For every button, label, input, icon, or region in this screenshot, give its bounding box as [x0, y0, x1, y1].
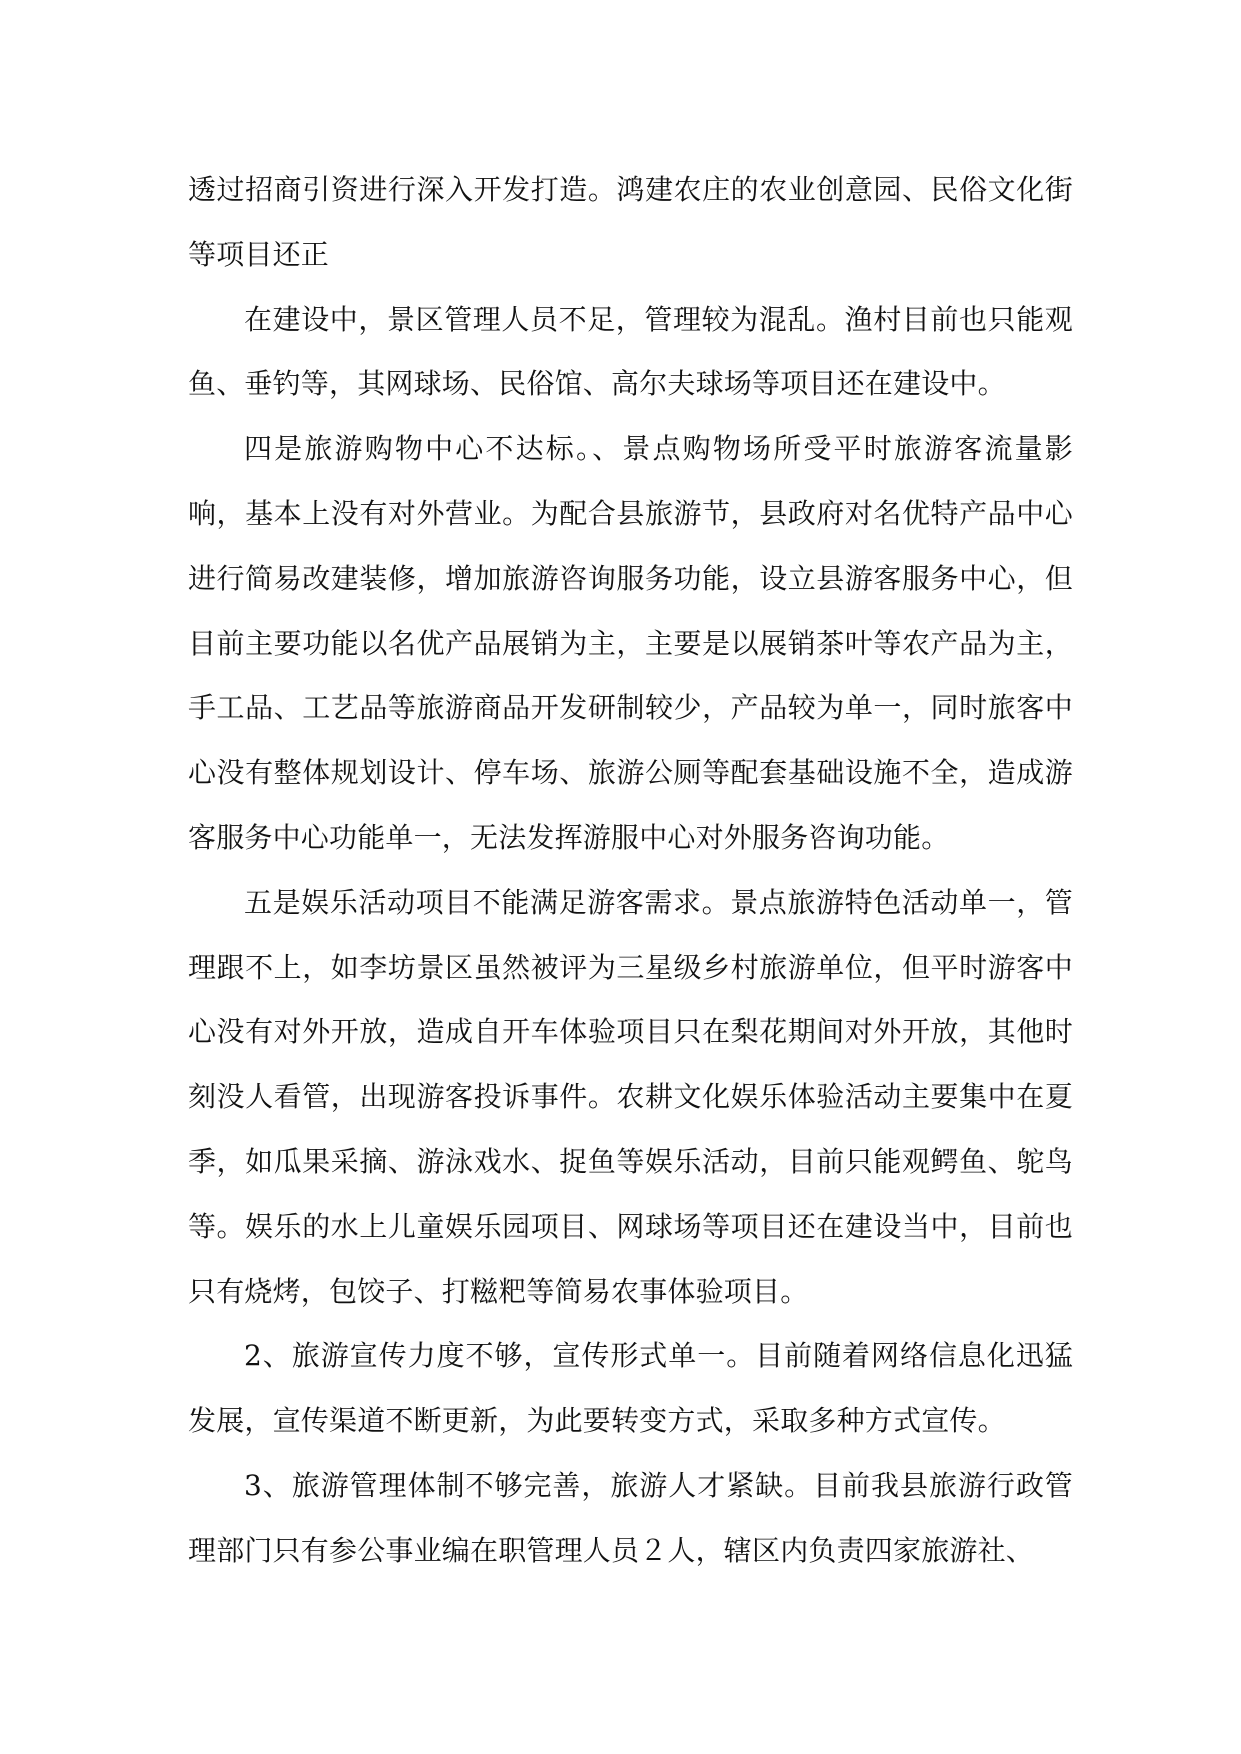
- paragraph-entertainment: 五是娱乐活动项目不能满足游客需求。景点旅游特色活动单一，管理跟不上，如李坊景区虽然被评为三星级乡村旅游单位，但平时游客中心没有对外开放，造成自开车体验项目只在梨花期间对外开放，其他时刻没人看管，出现游客投诉事件。农耕文化娱乐体验活动主要集中在夏季，如瓜果采摘、游泳戏水、捉鱼等娱乐活动，目前只能观鳄鱼、鸵鸟等。娱乐的水上儿童娱乐园项目、网球场等项目还在建设当中，目前也只有烧烤，包饺子、打糍粑等简易农事体验项目。: [188, 885, 1073, 1308]
- paragraph-promotion: 2、旅游宣传力度不够，宣传形式单一。目前随着网络信息化迅猛发展，宣传渠道不断更新，为此要转变方式，采取多种方式宣传。: [188, 1339, 1073, 1438]
- paragraph-continuation: 透过招商引资进行深入开发打造。鸿建农庄的农业创意园、民俗文化街等项目还正: [188, 173, 1073, 271]
- paragraph-management-system: 3、旅游管理体制不够完善，旅游人才紧缺。目前我县旅游行政管理部门只有参公事业编在职管理人员２人，辖区内负责四家旅游社、: [188, 1468, 1073, 1567]
- paragraph-management: 在建设中，景区管理人员不足，管理较为混乱。渔村目前也只能观鱼、垂钓等，其网球场、民俗馆、高尔夫球场等项目还在建设中。: [188, 302, 1073, 401]
- document-body: [188, 158, 1073, 1584]
- paragraph-shopping-center: 四是旅游购物中心不达标。、景点购物场所受平时旅游客流量影响，基本上没有对外营业。为配合县旅游节，县政府对名优特产品中心进行简易改建装修，增加旅游咨询服务功能，设立县游客服务中心，但目前主要功能以名优产品展销为主，主要是以展销茶叶等农产品为主，手工品、工艺品等旅游商品开发研制较少，产品较为单一，同时旅客中心没有整体规划设计、停车场、旅游公厕等配套基础设施不全，造成游客服务中心功能单一，无法发挥游服中心对外服务咨询功能。: [188, 432, 1073, 854]
